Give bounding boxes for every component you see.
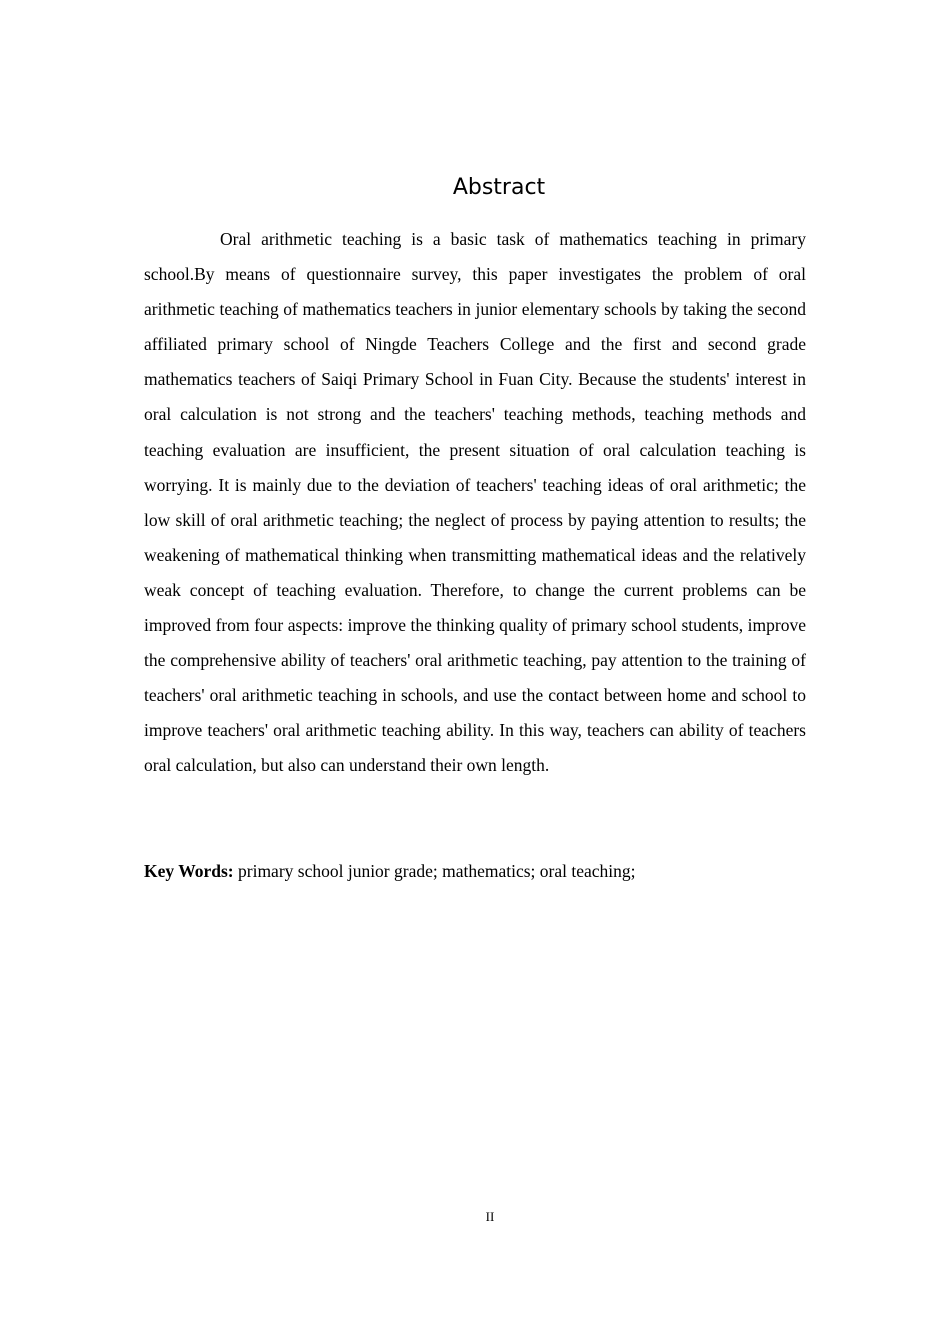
keywords-label: Key Words: — [144, 861, 234, 881]
page-number: II — [485, 1209, 495, 1224]
abstract-title: Abstract — [452, 175, 546, 200]
keywords-text: primary school junior grade; mathematics; oral teaching; — [233, 861, 636, 881]
abstract-body: Oral arithmetic teaching is a basic task of mathematics teaching in primary school.By means of questionnaire survey, this paper investigates the problem of oral arithmetic teaching of mathematics teachers in junior elementary schools by taking the second affiliated primary school of Ningde Teachers College and the first and second grade mathematics teachers of Saiqi Primary School in Fuan City. Because the students' interest in oral calculation is not strong and the teachers' teaching methods, teaching methods and teaching evaluation are insufficient, the present situation of oral calculation teaching is worrying. It is mainly due to the deviation of teachers' teaching ideas of oral arithmetic; the low skill of oral arithmetic teaching; the neglect of process by paying attention to results; the weakening of mathematical thinking when transmitting mathematical ideas and the relatively weak concept of teaching evaluation. Therefore, to change the current problems can be improved from four aspects: improve the thinking quality of primary school students, improve the comprehensive ability of teachers' oral arithmetic teaching, pay attention to the training of teachers' oral arithmetic teaching in schools, and use the contact between home and school to improve teachers' oral arithmetic teaching ability. In this way, teachers can ability of teachers oral calculation, but also can understand their own length. — [144, 229, 806, 776]
keywords-line — [144, 854, 806, 889]
